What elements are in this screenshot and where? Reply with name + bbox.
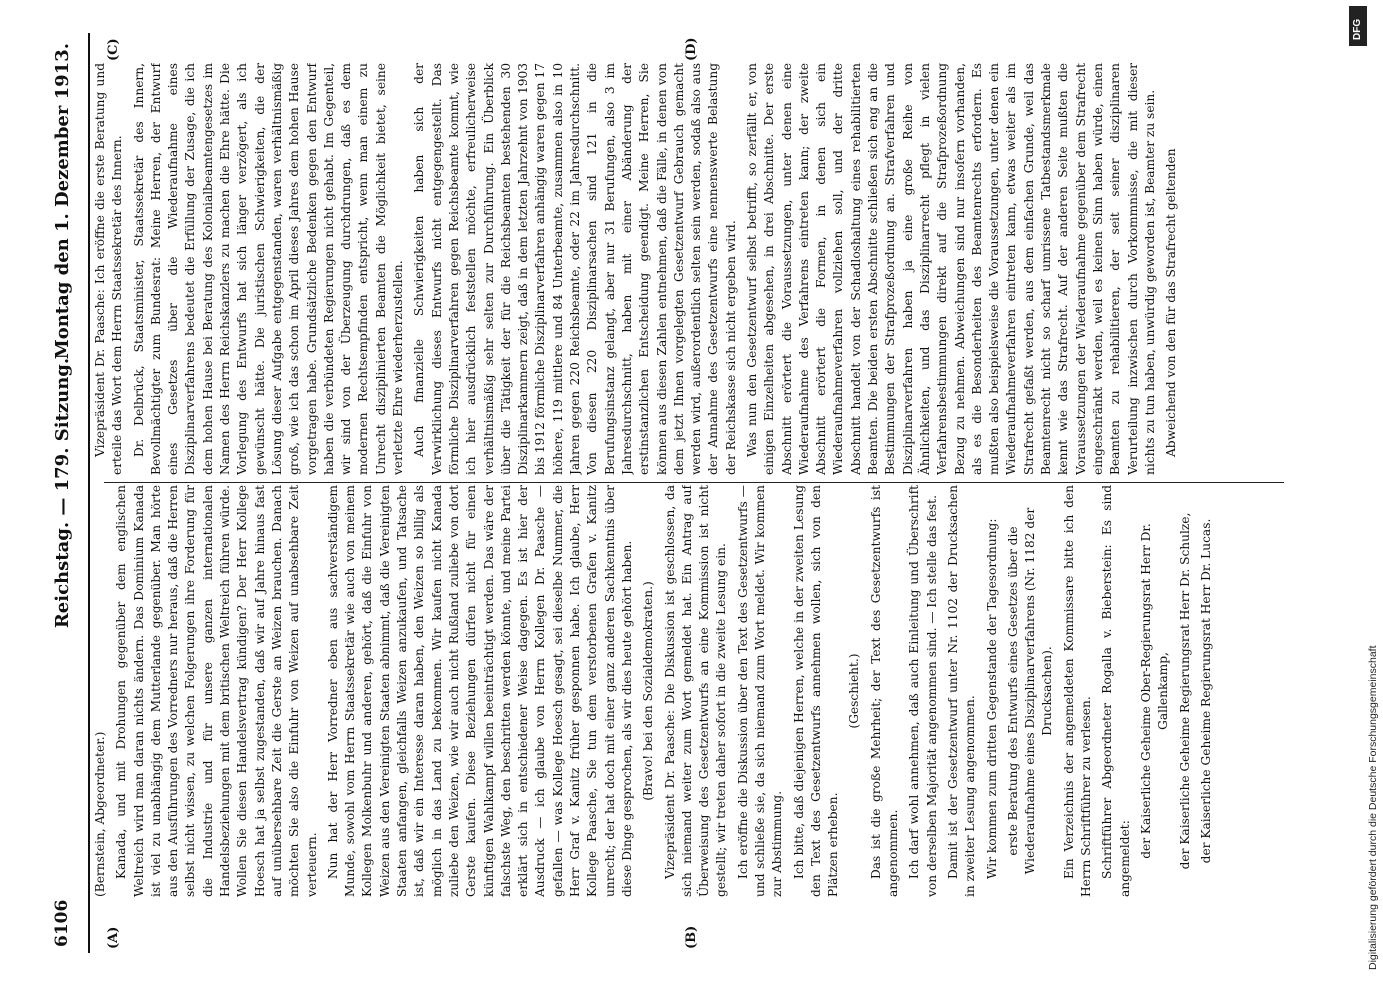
margin-marker-a: (A)	[106, 926, 121, 949]
header-rule	[88, 33, 90, 953]
applause-note: (Bravo! bei den Sozialdemokraten.)	[641, 581, 656, 801]
speaker-intro: (Bernstein, Abgeordneter.)	[93, 731, 107, 897]
paragraph: Schriftführer Abgeordneter Rogalla v. Bieberstein: Es sind angemeldet:	[1100, 485, 1132, 897]
paragraph: Vizepräsident Dr. Paasche: Ich eröffne die erste Beratung und erteile das Wort dem Herrn Staatssekretär des Innern.	[93, 63, 125, 475]
commissioner-entry: der Kaiserliche Geheime Regierungsrat Herr Dr. Lucas.	[1198, 518, 1213, 864]
commissioner-entry: der Kaiserliche Geheime Ober-Regierungsrat Herr Dr. Gallenkamp,	[1138, 523, 1171, 859]
dfg-logo: DFG	[1349, 6, 1367, 46]
page-title: Reichstag. — 179. Sitzung.	[52, 357, 73, 629]
paragraph: Was nun den Gesetzentwurf selbst betrifft, so zerfällt er, von einigen Einzelheiten abgesehen, in drei Abschnitte. Der erste Abschnitt erörtert die Voraussetzungen, unter denen eine Wiederaufnahme des Verfahrens eintreten kann; der zweite Abschnitt erörtert die Formen, in denen sich ein Wiederaufnahmeverfahren vollziehen soll, und der dritte Abschnitt handelt von der Schadloshaltung eines rehabilitierten Beamten. Die beiden ersten Abschnitte schließen sich eng an die Bestimmungen der Strafprozeßordnung an. Strafverfahren und Disziplinarverfahren haben ja eine große Reihe von Ähnlichkeiten, und das Disziplinarrecht pflegt in vielen Verfahrensbestimmungen direkt auf die Strafprozeßordnung Bezug zu nehmen. Abweichungen sind nur insofern vorhanden, als es die Besonderheiten des Beamtenrechts erfordern. Es mußten also beispielsweise die Voraussetzungen, unter denen ein Wiederaufnahmeverfahren eintreten kann, etwas weiter als im Strafrecht gefaßt werden, aus dem einfachen Grunde, weil das Beamtenrecht nicht so scharf umrissene Tatbestandsmerkmale kennt wie das Strafrecht. Auf der anderen Seite mußten die Voraussetzungen der Wiederaufnahme gegenüber dem Strafrecht eingeschränkt werden, weil es keinen Sinn haben würde, einen Beamten zu rehabilitieren, der seit seiner disziplinaren Verurteilung inzwischen durch Vorkommnisse, die mit dieser nichts zu tun haben, unwürdig geworden ist, Beamter zu sein.	[744, 63, 1157, 475]
paragraph: Ein Verzeichnis der angemeldeten Kommissare bitte ich den Herrn Schriftführer zu verlesen.	[1061, 485, 1094, 897]
paragraph: Das ist die große Mehrheit; der Text des Gesetzentwurfs ist angenommen.	[868, 485, 901, 897]
right-column	[92, 63, 1282, 475]
paragraph: Vizepräsident Dr. Paasche: Die Diskussion ist geschlossen, da sich niemand weiter zum Wort gemeldet hat. Ein Antrag auf Überweisung des Gesetzentwurfs an eine Kommission ist nicht gestellt; wir treten daher sofort in die zweite Lesung ein.	[662, 485, 729, 897]
paragraph: Kanada, und mit Drohungen gegenüber dem englischen Weltreich wird man daran nichts ändern. Das Dominium Kanada ist viel zu unabhängig dem Mutterlande gegenüber. Man hörte aus den Ausführungen des Vorredners nur heraus, daß die Herren selbst nicht wissen, zu welchen Folgerungen ihre Forderung für die Industrie und für unsere ganzen internationalen Handelsbeziehungen mit dem britischen Weltreich führen würde. Wollen Sie diesen Handelsvertrag kündigen? Der Herr Kollege Hoesch hat ja selbst zugestanden, daß wir auf Jahre hinaus fast auf unübersehbare Zeit die Gerste an Weizen brauchen. Danach möchten Sie also die Einfuhr von Weizen auf unabsehbare Zeit verteuern.	[114, 485, 319, 897]
left-column	[92, 485, 1282, 897]
margin-marker-c: (C)	[106, 38, 121, 61]
agenda-item: erste Beratung des Entwurfs eines Gesetzes über die Wiederaufnahme eines Disziplinarverfahrens (Nr. 1182 der Drucksachen).	[1005, 507, 1055, 875]
paragraph: Ich bitte, daß diejenigen Herren, welche in der zweiten Lesung den Text des Gesetzentwurfs annehmen wollen, sich von den Plätzen erheben.	[791, 485, 841, 897]
margin-marker-b: (B)	[684, 925, 699, 949]
action-note: (Geschieht.)	[847, 653, 862, 729]
paragraph: Auch finanzielle Schwierigkeiten haben sich der Verwirklichung dieses Entwurfs nicht entgegengestellt. Das förmliche Disziplinarverfahren gegen Reichsbeamte kommt, wie ich hier ausdrücklich feststellen möchte, erfreulicherweise verhältnismäßig sehr selten zur Durchführung. Ein Überblick über die Tätigkeit der für die Reichsbeamten bestehenden 30 Disziplinarkammern zeigt, daß in dem letzten Jahrzehnt von 1903 bis 1912 förmliche Disziplinarverfahren anhängig waren gegen 17 höhere, 119 mittlere und 84 Unterbeamte, zusammen also in 10 Jahren gegen 220 Reichsbeamte, oder 22 im Jahresdurchschnitt. Von diesen 220 Disziplinarsachen sind 121 in die Berufungsinstanz gelangt, aber nur 31 Berufungen, also 3 im Jahresdurchschnitt, haben mit einer Abänderung der erstinstanzlichen Entscheidung geendigt. Meine Herren, Sie können aus diesen Zahlen entnehmen, daß die Fälle, in denen von dem jetzt Ihnen vorgelegten Gesetzentwurf Gebrauch gemacht werden wird, außerordentlich selten sein werden, sodaß also aus der Annahme des Gesetzentwurfs eine nennenswerte Belastung der Reichskasse sich nicht ergeben wird.	[412, 63, 738, 475]
paragraph: Dr. Delbrück, Staatsminister, Staatssekretär des Innern, Bevollmächtigter zum Bundesrat: Meine Herren, der Entwurf eines Gesetzes über die Wiederaufnahme eines Disziplinarverfahrens bedeutet die Erfüllung der Zusage, die ich dem hohen Hause bei Beratung des Kolonialbeamtengesetzes im Namen des Herrn Reichskanzlers zu machen die Ehre hätte. Die Vorlegung des Entwurfs hat sich länger verzögert, als ich gewünscht hätte. Die juristischen Schwierigkeiten, die der Lösung dieser Aufgabe entgegenstanden, waren verhältnismäßig groß, wie ich das schon im April dieses Jahres dem hohen Hause vorgetragen habe. Grundsätzliche Bedenken gegen den Entwurf haben die verbündeten Regierungen nicht gehabt. Im Gegenteil, wir sind von der Überzeugung durchdrungen, daß es dem modernen Rechtsempfinden entspricht, wenn man einem zu Unrecht disziplinierten Beamten die Möglichkeit bietet, seine verletzte Ehre wiederherzustellen.	[131, 63, 406, 475]
paragraph: Damit ist der Gesetzentwurf unter Nr. 1102 der Drucksachen in zweiter Lesung angenommen.	[945, 485, 978, 897]
paragraph: Nun hat der Herr Vorredner eben aus sachverständigem Munde, sowohl vom Herrn Staatssekretär wie auch von meinem Kollegen Molkenbuhr und anderen, gehört, daß die Einfuhr von Weizen aus den Vereinigten Staaten abnimmt, daß die Vereinigten Staaten anfangen, gleichfalls Weizen anzukaufen, und Tatsache ist, daß wir ein Interesse daran haben, den Weizen so billig als möglich in das Land zu bekommen. Wir kaufen nicht Kanada zuliebe den Weizen, wie wir auch nicht Rußland zuliebe von dort Gerste kaufen. Diese Beziehungen dürfen nicht für einen künftigen Wahlkampf willen beeinträchtigt werden. Das wäre der falschste Weg, den beschritten werden könnte, und meine Partei erklärt sich in entschiedener Weise dagegen. Es ist hier der Ausdruck — ich glaube von Herrn Kollegen Dr. Paasche — gefallen — was Kollege Hoesch gesagt, sei dieselbe Nummer, die Herr Graf v. Kanitz früher gesponnen habe. Ich glaube, Herr Kollege Paasche, Sie tun dem verstorbenen Grafen v. Kanitz unrecht; der hat doch mit einer ganz anderen Sachkenntnis über diese Dinge gesprochen, als wir dies heute gehört haben.	[325, 485, 634, 897]
paragraph: Wir kommen zum dritten Gegenstande der Tagesordnung:	[984, 518, 999, 879]
digitization-footer	[1343, 0, 1377, 1000]
commissioner-entry: der Kaiserliche Geheime Regierungsrat Herr Dr. Schulze,	[1177, 512, 1192, 870]
page-number: 6106	[52, 899, 72, 947]
margin-marker-d: (D)	[684, 37, 699, 61]
digitization-credit: Digitalisierung gefördert durch die Deutsche Forschungsgemeinschaft	[1367, 645, 1379, 970]
page-header	[44, 33, 88, 953]
session-date: Montag den 1. Dezember 1913.	[52, 43, 73, 360]
paragraph: Ich darf wohl annehmen, daß auch Einleitung und Überschrift von derselben Majorität angenommen sind. — Ich stelle das fest.	[907, 485, 939, 897]
paragraph: Ich eröffne die Diskussion über den Text des Gesetzentwurfs — und schließe sie, da sich niemand zum Wort meldet. Wir kommen zur Abstimmung.	[735, 485, 785, 897]
paragraph: Abweichend von den für das Strafrecht geltenden	[1164, 148, 1179, 457]
column-divider	[104, 482, 1284, 483]
rotated-document-page	[44, 33, 1299, 953]
